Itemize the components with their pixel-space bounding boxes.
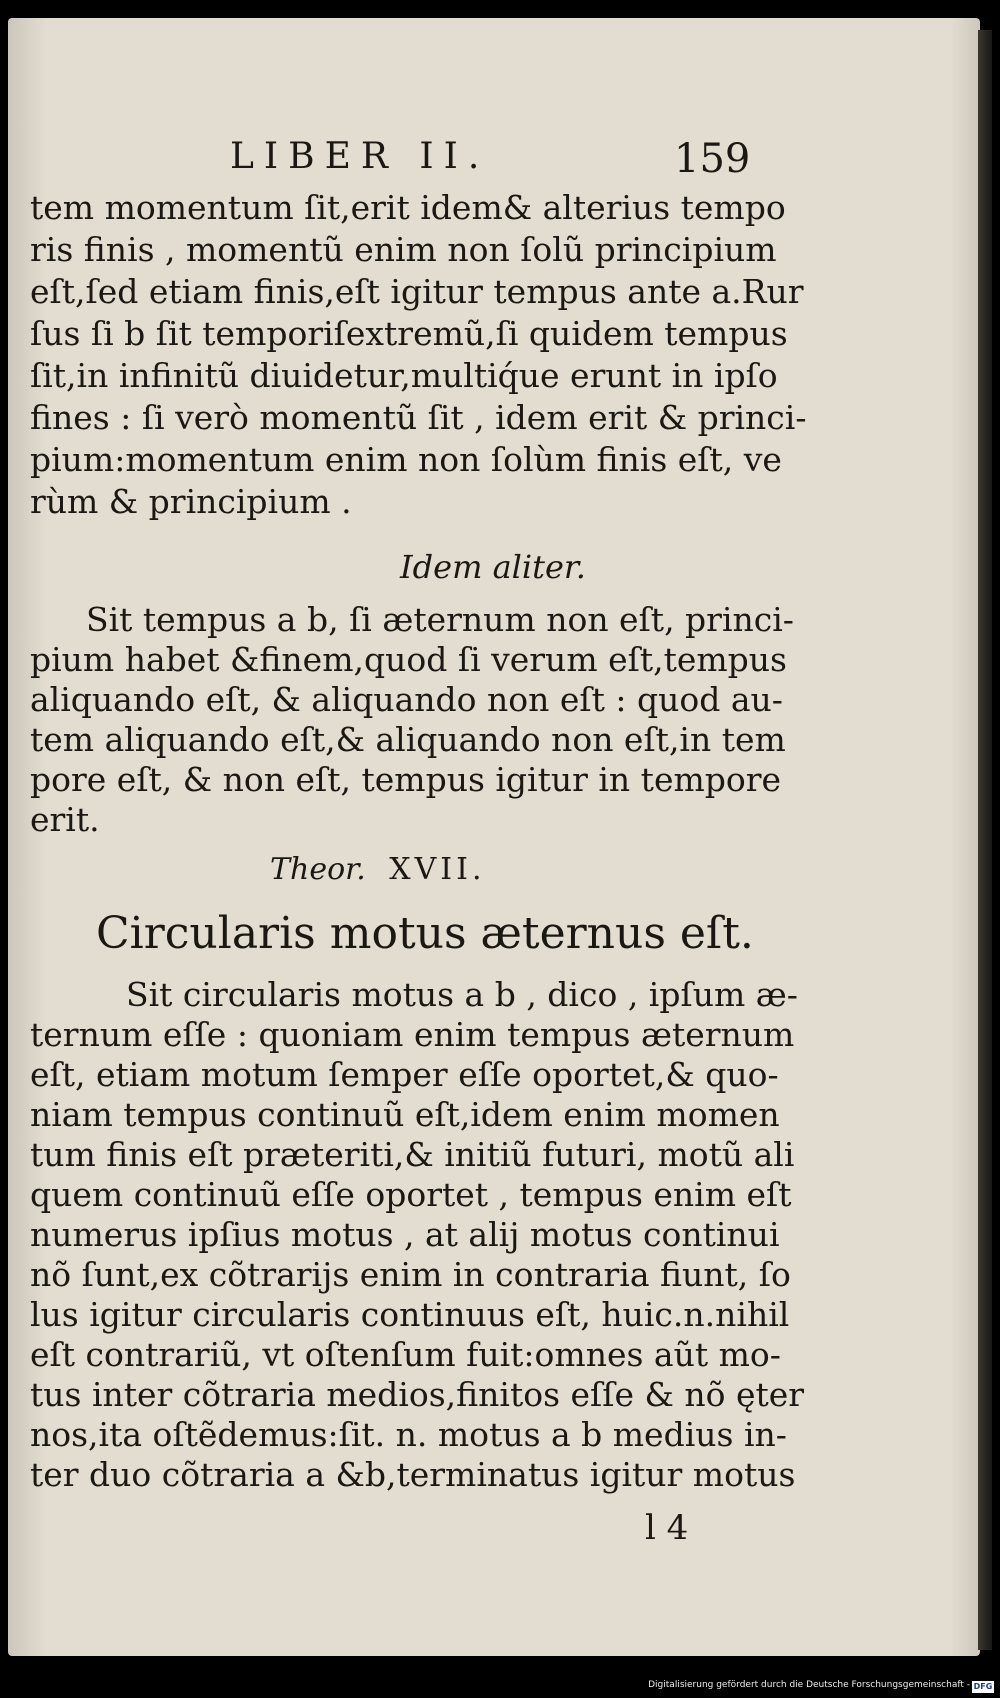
page-number: 159 (674, 136, 751, 182)
text-line: eſt,ſed etiam finis,eſt igitur tempus ante a.Rur (30, 272, 804, 311)
text-line: nõ ſunt,ex cõtrarijs enim in contraria fiunt, ſo (30, 1255, 791, 1294)
running-title: LIBER II. (230, 136, 490, 177)
proposition-statement: Circularis motus æternus eſt. (96, 908, 754, 959)
text-line: pium habet &finem,quod ſi verum eſt,tempus (30, 640, 787, 679)
text-line: Sit tempus a b, ſi æternum non eſt, princi- (86, 600, 794, 639)
paragraph-3 (30, 975, 805, 1505)
text-line: lus igitur circularis continuus eſt, huic.n.nihil (30, 1295, 790, 1334)
text-line: niam tempus continuũ eſt,idem enim momen (30, 1095, 780, 1134)
book-spine-edge (978, 30, 992, 1650)
text-line: fines : ſi verò momentũ ſit , idem erit & princi- (30, 398, 807, 437)
dfg-logo: DFG (973, 1682, 993, 1691)
theorem-label: Theor. (270, 852, 366, 887)
paragraph-1 (30, 188, 807, 528)
signature-mark: l 4 (645, 1508, 689, 1548)
text-line: nos,ita oſtẽdemus:ſit. n. motus a b medius in- (30, 1415, 787, 1454)
text-line: rùm & principium . (30, 482, 352, 521)
theorem-heading (270, 852, 486, 887)
text-line: eſt contrariũ, vt oſtenſum fuit:omnes aũt mo- (30, 1335, 781, 1374)
section-heading: Idem aliter. (400, 548, 586, 586)
text-line: eſt, etiam motum ſemper eſſe oportet,& quo- (30, 1055, 779, 1094)
text-line: pore eſt, & non eſt, tempus igitur in tempore (30, 760, 782, 799)
text-line: erit. (30, 800, 100, 839)
text-line: ſit,in infinitũ diuidetur,multiq́ue erunt in ipſo (30, 356, 778, 395)
text-line: tem momentum ſit,erit idem& alterius tempo (30, 188, 786, 227)
credit-text: Digitalisierung gefördert durch die Deutsche Forschungsgemeinschaft - (648, 1680, 970, 1690)
text-line: ris finis , momentũ enim non ſolũ principium (30, 230, 777, 269)
text-line: aliquando eſt, & aliquando non eſt : quod au- (30, 680, 783, 719)
text-line: quem continuũ eſſe oportet , tempus enim eſt (30, 1175, 792, 1214)
theorem-number: XVII. (389, 852, 486, 887)
text-line: ſus ſi b ſit temporiſextremũ,ſi quidem tempus (30, 314, 788, 353)
text-line: numerus ipſius motus , at alij motus continui (30, 1215, 780, 1254)
text-line: ternum eſſe : quoniam enim tempus æternum (30, 1015, 795, 1054)
paragraph-2 (30, 600, 794, 840)
text-line: ter duo cõtraria a &b,terminatus igitur motus (30, 1455, 796, 1494)
text-line: Sit circularis motus a b , dico , ipſum æ- (126, 975, 798, 1014)
digitization-credit (0, 1680, 1000, 1698)
text-line: pium:momentum enim non ſolùm finis eſt, ve (30, 440, 782, 479)
text-line: tum finis eſt præteriti,& initiũ futuri, motũ ali (30, 1135, 795, 1174)
text-line: tem aliquando eſt,& aliquando non eſt,in tem (30, 720, 786, 759)
text-line: tus inter cõtraria medios,finitos eſſe & nõ ęter (30, 1375, 805, 1414)
